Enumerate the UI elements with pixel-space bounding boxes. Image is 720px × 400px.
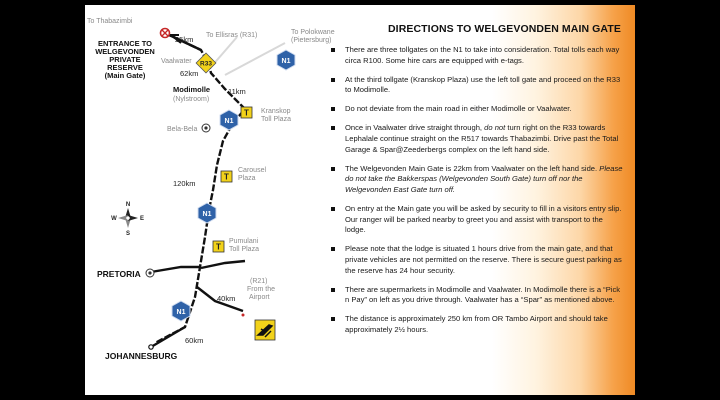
label-modimolle: Modimolle <box>173 85 211 94</box>
kranskop-line-2: Toll Plaza <box>261 116 291 123</box>
n1-shield-icon <box>277 50 295 70</box>
svg-text:N1: N1 <box>224 118 234 125</box>
direction-text: Please note that the lodge is situated 1 hours drive from the main gate, and that private vehicles are not permitted on the reserve. There is secure guest parking as the reserve has 24 hour security. <box>345 244 622 275</box>
svg-text:N1: N1 <box>202 211 212 218</box>
direction-text: The Welgevonden Main Gate is 22km from Vaalwater on the left hand side. <box>345 163 600 173</box>
direction-text: There are three tollgates on the N1 to take into consideration. Total tolls each way circa R100. Some hire cars are equipped with e-tags. <box>345 45 620 65</box>
label-distance-62: 62km <box>180 69 199 78</box>
carousel-line-2: Plaza <box>238 175 256 182</box>
svg-text:W: W <box>111 216 117 222</box>
airport-line-2: From the <box>247 286 276 293</box>
carousel-line-1: Carousel <box>238 167 267 174</box>
label-distance-60: 60km <box>185 336 204 345</box>
direction-item <box>325 204 625 236</box>
airplane-icon <box>255 320 275 340</box>
direction-item <box>325 244 625 276</box>
gate-marker-icon <box>161 29 170 38</box>
direction-item <box>325 123 625 155</box>
svg-text:T: T <box>224 172 229 182</box>
entrance-line-4: RESERVE <box>107 63 143 72</box>
r33-label: R33 <box>200 60 212 68</box>
direction-item <box>325 164 625 196</box>
bela-bela-dot-icon <box>202 124 210 132</box>
direction-text: Once in Vaalwater drive straight through, <box>345 123 485 133</box>
direction-emphasis: do not <box>484 123 506 133</box>
entrance-line-2: WELGEVONDEN <box>95 47 155 56</box>
road-johannesburg <box>151 327 185 347</box>
airport-line-1: (R21) <box>250 278 268 285</box>
label-main-gate: (Main Gate) <box>104 71 146 80</box>
pumulani-line-1: Pumulani <box>229 238 259 245</box>
label-distance-120: 120km <box>173 179 196 188</box>
n1-shield-icon <box>220 110 238 130</box>
directions-card <box>85 5 635 395</box>
n1-shield-icon <box>198 203 216 223</box>
pretoria-dot-icon <box>146 269 154 277</box>
svg-text:E: E <box>139 216 145 222</box>
svg-text:S: S <box>125 231 131 237</box>
direction-text: Do not deviate from the main road in either Modimolle or Vaalwater. <box>345 104 572 114</box>
direction-emphasis: Please do not take the Bakkerspas (Welgevonden South Gate) turn off nor the Welgevonden East Gate turn off. <box>345 163 623 194</box>
entrance-line-3: PRIVATE <box>109 55 141 64</box>
direction-text: On entry at the Main gate you will be asked by security to fill in a visitors entry slip. Our ranger will be parked nearby to greet you and assist with transport to the lodge. <box>345 204 622 235</box>
r33-shield-icon <box>196 53 216 73</box>
route-map <box>85 5 335 395</box>
toll-sign-icon <box>213 241 224 252</box>
label-distance-40: 40km <box>217 294 236 303</box>
direction-text: turn right on the R33 towards Lephalale continue straight on the R517 towards Thabazimbi. Drive past the Total Garage & Spar@Zeederbergs complex on the left hand side. <box>345 123 619 154</box>
compass-icon <box>111 202 144 237</box>
label-distance-11: 11km <box>228 87 246 96</box>
road-pretoria <box>151 267 201 272</box>
label-distance-25: 25km <box>175 35 194 44</box>
road-east <box>201 261 245 268</box>
airport-marker-icon <box>242 314 245 317</box>
direction-text: The distance is approximately 250 km from OR Tambo Airport and should take approximately 2½ hours. <box>345 314 608 334</box>
toll-sign-icon <box>221 171 232 182</box>
road-to-polokwane <box>225 43 285 75</box>
direction-item <box>325 314 625 335</box>
label-bela-bela: Bela-Bela <box>167 126 198 133</box>
airport-line-3: Airport <box>249 294 270 301</box>
direction-text: At the third tollgate (Kranskop Plaza) use the left toll gate and proceed on the R33 to Modimolle. <box>345 74 621 95</box>
directions-list <box>325 45 625 344</box>
direction-item <box>325 104 625 115</box>
toll-sign-icon <box>241 107 252 118</box>
direction-item <box>325 75 625 96</box>
label-to-polokwane: To Polokwane <box>291 29 335 36</box>
label-pietersburg: (Pietersburg) <box>291 37 332 44</box>
direction-text: There are supermarkets in Modimolle and Vaalwater. In Modimolle there is a “Pick n Pay” on left as you drive through. Vaalwater has a “Spar” as mentioned above. <box>345 284 621 305</box>
svg-text:N: N <box>125 202 131 208</box>
label-to-thabazimbi: To Thabazimbi <box>87 18 133 25</box>
label-nylstroom: (Nylstroom) <box>173 96 210 103</box>
johannesburg-dot-icon <box>149 345 153 349</box>
direction-item <box>325 285 625 306</box>
directions-title: DIRECTIONS TO WELGEVONDEN MAIN GATE <box>388 23 621 35</box>
n1-shield-icon <box>172 301 190 321</box>
entrance-line-1: ENTRANCE TO <box>97 39 153 48</box>
label-pretoria: PRETORIA <box>97 269 141 279</box>
svg-text:N1: N1 <box>176 309 186 316</box>
direction-item <box>325 45 625 66</box>
svg-text:T: T <box>244 108 249 118</box>
svg-text:N1: N1 <box>281 58 291 65</box>
label-to-ellisras: To Ellisras (R31) <box>206 32 258 39</box>
label-johannesburg: JOHANNESBURG <box>105 351 178 361</box>
pumulani-line-2: Toll Plaza <box>229 246 259 253</box>
svg-text:T: T <box>216 242 221 252</box>
kranskop-line-1: Kranskop <box>261 108 291 115</box>
label-vaalwater: Vaalwater <box>161 58 192 65</box>
